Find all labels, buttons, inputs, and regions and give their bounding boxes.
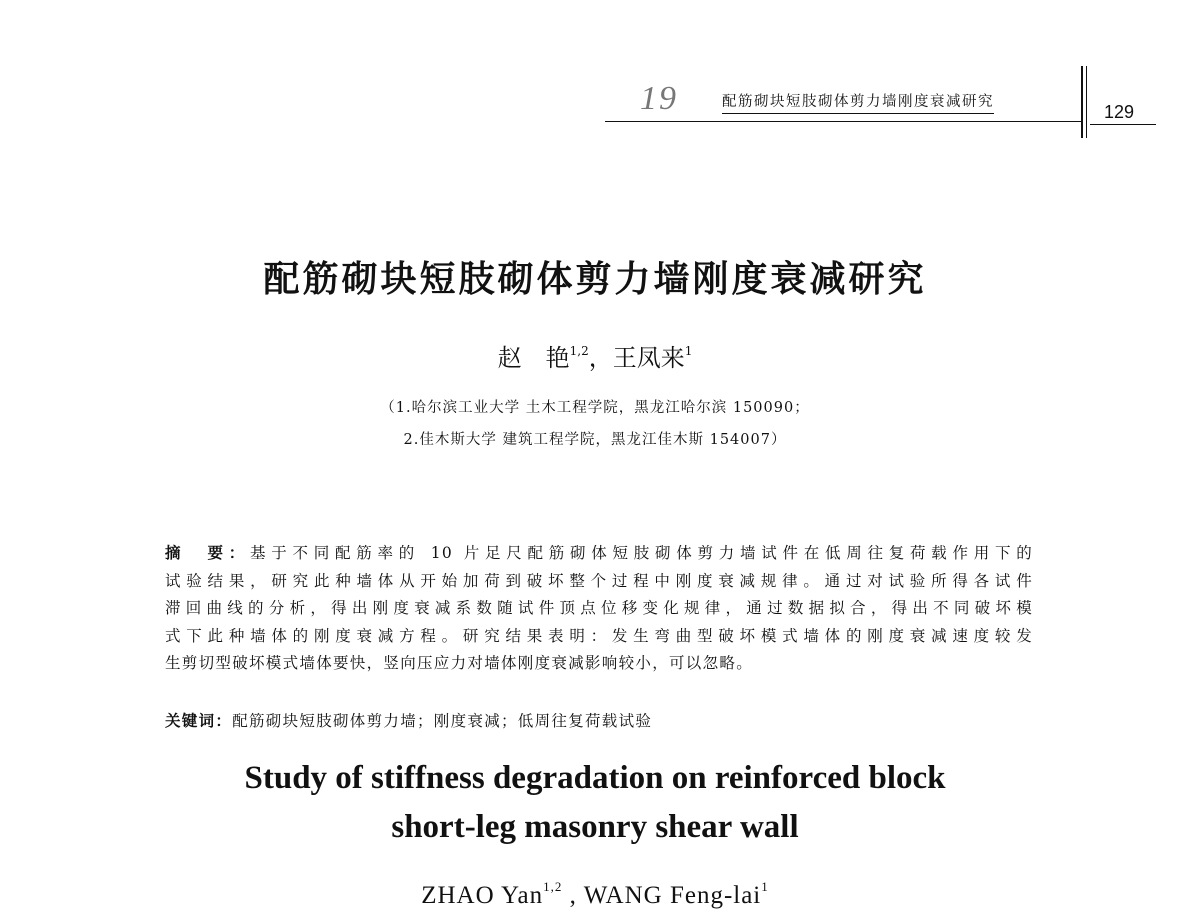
abstract-label: 摘 要： <box>165 544 251 562</box>
issue-number: 19 <box>640 80 678 117</box>
article-title-cn: 配筋砌块短肢砌体剪力墙刚度衰减研究 <box>263 258 927 300</box>
affiliation-line: （1.哈尔滨工业大学 土木工程学院，黑龙江哈尔滨 150090； <box>380 400 810 416</box>
authors-en <box>0 872 1190 911</box>
author-separator: , <box>562 882 584 909</box>
keywords-label: 关键词： <box>165 712 233 730</box>
article-title-en-line: short-leg masonry shear wall <box>391 809 799 845</box>
abstract-line: 摘 要：基于不同配筋率的 10 片足尺配筋砌体短肢砌体剪力墙试件在低周往复荷载作用下的 <box>165 544 1034 562</box>
header-divider-thin <box>1086 66 1087 138</box>
keywords <box>165 708 652 734</box>
abstract-line: 滞回曲线的分析，得出刚度衰减系数随试件顶点位移变化规律，通过数据拟合，得出不同破坏模 <box>165 599 1033 618</box>
author-affiliation-mark: 1 <box>684 344 693 358</box>
author-affiliation-mark: 1 <box>761 879 769 894</box>
abstract <box>165 540 1033 678</box>
abstract-line: 式下此种墙体的刚度衰减方程。研究结果表明：发生弯曲型破坏模式墙体的刚度衰减速度较发 <box>165 626 1033 645</box>
author-name: 赵 艳 <box>497 344 570 372</box>
abstract-line: 生剪切型破坏模式墙体要快，竖向压应力对墙体刚度衰减影响较小，可以忽略。 <box>165 654 754 673</box>
page-number: 129 <box>1104 102 1135 122</box>
header-rule <box>605 121 1082 122</box>
abstract-line: 试验结果，研究此种墙体从开始加荷到破坏整个过程中刚度衰减规律。通过对试验所得各试件 <box>165 571 1033 590</box>
running-header-title: 配筋砌块短肢砌体剪力墙刚度衰减研究 <box>722 93 994 114</box>
header-divider <box>1081 66 1083 138</box>
author-name: 王凤来 <box>612 344 685 372</box>
affiliation-line: 2.佳木斯大学 建筑工程学院，黑龙江佳木斯 154007） <box>403 432 787 448</box>
author-name: WANG Feng-lai <box>583 882 762 909</box>
authors-cn <box>0 336 1190 373</box>
author-affiliation-mark: 1,2 <box>543 879 563 894</box>
author-name: ZHAO Yan <box>421 882 544 909</box>
article-title-en-line: Study of stiffness degradation on reinforced block <box>244 760 946 796</box>
keywords-text: 配筋砌块短肢砌体剪力墙；刚度衰减；低周往复荷载试验 <box>232 712 653 730</box>
author-affiliation-mark: 1,2 <box>569 344 589 358</box>
author-separator: ， <box>588 344 613 372</box>
header-rule-page <box>1090 124 1156 125</box>
